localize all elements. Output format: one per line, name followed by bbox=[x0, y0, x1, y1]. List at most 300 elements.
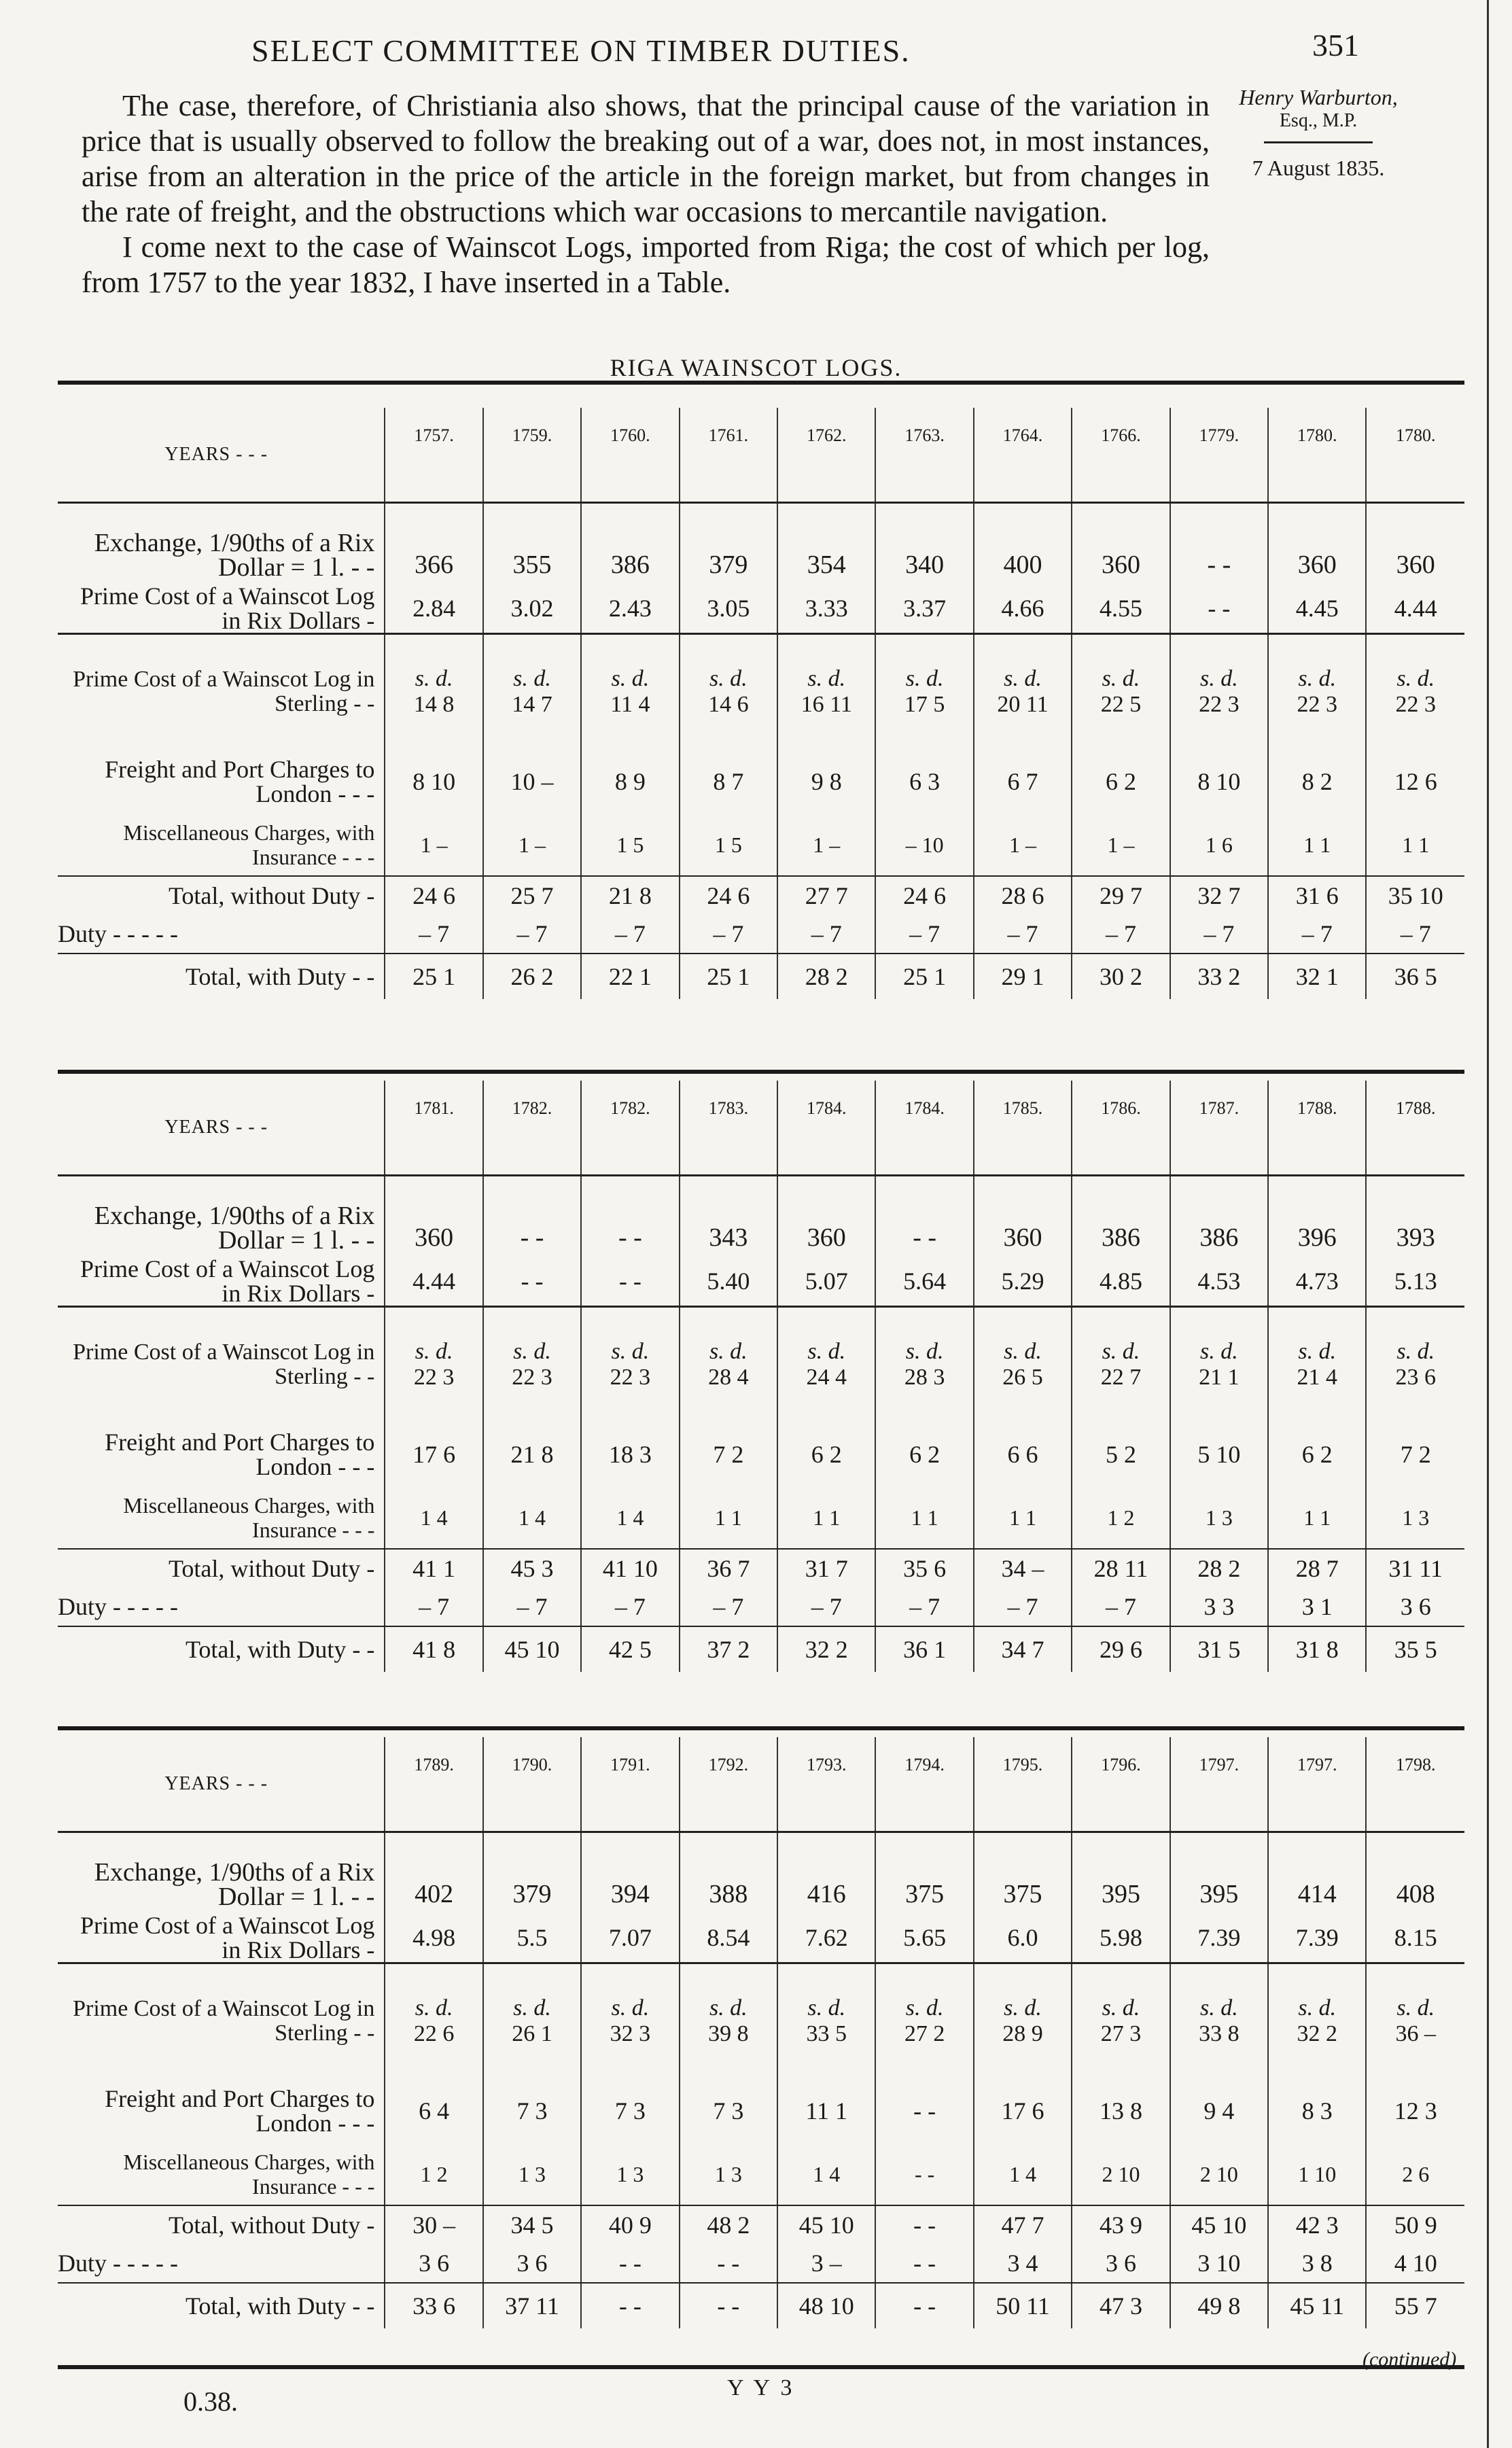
table-cell: 1 1 bbox=[1366, 814, 1464, 876]
row-label-prime-rix: Prime Cost of a Wainscot Log in Rix Dollars - bbox=[58, 1913, 385, 1963]
table-cell: 31 8 bbox=[1268, 1626, 1366, 1672]
table-cell: 37 2 bbox=[680, 1626, 777, 1672]
table-row-duty bbox=[58, 2244, 1464, 2283]
table-cell bbox=[385, 634, 482, 750]
table-cell: 1 2 bbox=[385, 2144, 482, 2205]
cell-value: 22 3 bbox=[1395, 692, 1436, 717]
row-label-misc: Miscellaneous Charges, with Insurance - - - bbox=[58, 814, 385, 876]
table-cell: 7 3 bbox=[483, 2078, 581, 2144]
table-cell: 45 3 bbox=[483, 1549, 581, 1588]
shillings-pence-header: s. d. bbox=[415, 1995, 453, 2021]
body-paragraph-2: I come next to the case of Wainscot Logs, imported from Riga; the cost of which per log, from 1757 to the year 1832, I have inserted in a Table. bbox=[82, 230, 1210, 299]
year-header-cell: 1792. bbox=[680, 1737, 777, 1832]
table-cell: 8.15 bbox=[1366, 1913, 1464, 1963]
cell-value: 39 8 bbox=[708, 2021, 749, 2046]
table-cell: 45 10 bbox=[1170, 2205, 1268, 2244]
table-cell: 4.66 bbox=[974, 584, 1072, 634]
row-label-freight: Freight and Port Charges to London - - - bbox=[105, 2085, 375, 2137]
wainscot-table-section-2 bbox=[58, 1081, 1464, 1672]
table-cell: 4.55 bbox=[1072, 584, 1170, 634]
side-note-esq: Esq., M.P. bbox=[1279, 110, 1358, 131]
table-cell: 29 1 bbox=[974, 954, 1072, 999]
table-cell: 17 6 bbox=[385, 1422, 482, 1487]
table-cell bbox=[581, 1963, 679, 2079]
cell-value: 33 5 bbox=[806, 2021, 847, 2046]
table-cell: 7.07 bbox=[581, 1913, 679, 1963]
table-cell: – 7 bbox=[875, 915, 973, 954]
table-cell bbox=[974, 1963, 1072, 2079]
table-cell bbox=[1268, 1307, 1366, 1422]
table-bottom-rule bbox=[58, 2365, 1464, 2369]
row-label-total-without: Total, without Duty - bbox=[168, 882, 375, 909]
table-cell: 33 2 bbox=[1170, 954, 1268, 999]
table-cell: 379 bbox=[680, 503, 777, 584]
table-cell: 48 10 bbox=[777, 2283, 875, 2328]
table-row-prime-rix bbox=[58, 1913, 1464, 1963]
table-cell: 7 3 bbox=[581, 2078, 679, 2144]
table-cell: 6 2 bbox=[1072, 749, 1170, 814]
cell-value: 22 3 bbox=[1199, 692, 1240, 717]
footer-left: 0.38. bbox=[183, 2386, 238, 2417]
table-cell: 25 1 bbox=[385, 954, 482, 999]
table-cell: 7 2 bbox=[1366, 1422, 1464, 1487]
row-label-prime-sterling: Prime Cost of a Wainscot Log in Sterling - - bbox=[73, 667, 375, 716]
table-cell bbox=[875, 1963, 973, 2079]
year-header-cell: 1794. bbox=[875, 1737, 973, 1832]
year-header-cell: 1784. bbox=[777, 1081, 875, 1176]
cell-value: 32 2 bbox=[1297, 2021, 1337, 2046]
table-cell: 4.44 bbox=[1366, 584, 1464, 634]
table-cell: 12 3 bbox=[1366, 2078, 1464, 2144]
year-header-cell: 1788. bbox=[1366, 1081, 1464, 1176]
table-cell: 18 3 bbox=[581, 1422, 679, 1487]
table-cell: – 7 bbox=[1170, 915, 1268, 954]
row-label-total-without: Total, without Duty - bbox=[168, 2211, 375, 2239]
table-cell: 8 7 bbox=[680, 749, 777, 814]
table-cell: 32 1 bbox=[1268, 954, 1366, 999]
footer-continued: (continued) bbox=[1362, 2348, 1457, 2371]
table-cell: 42 5 bbox=[581, 1626, 679, 1672]
table-cell bbox=[581, 1307, 679, 1422]
body-paragraph-1: The case, therefore, of Christiania also shows, that the principal cause of the variation in price that is usually observed to follow the breaking out of a war, does not, in most instances, arise from an alteration in the price of the article in the foreign market, but from changes in the rate of freight, and the obstructions which war occasions to mercantile navigation. bbox=[82, 89, 1210, 228]
table-cell: 414 bbox=[1268, 1832, 1366, 1914]
table-cell: - - bbox=[581, 2283, 679, 2328]
shillings-pence-header: s. d. bbox=[415, 1339, 453, 1364]
table-cell bbox=[1268, 634, 1366, 750]
table-cell bbox=[680, 1963, 777, 2079]
table-cell: 21 8 bbox=[581, 876, 679, 915]
table-cell bbox=[680, 1307, 777, 1422]
table-row-freight bbox=[58, 2078, 1464, 2144]
table-cell: 1 4 bbox=[385, 1487, 482, 1549]
table-cell bbox=[974, 634, 1072, 750]
table-cell: 394 bbox=[581, 1832, 679, 1914]
table-cell: 35 6 bbox=[875, 1549, 973, 1588]
wainscot-table-section-1 bbox=[58, 408, 1464, 999]
table-cell bbox=[483, 634, 581, 750]
table-cell: 6 3 bbox=[875, 749, 973, 814]
year-header-cell: 1782. bbox=[483, 1081, 581, 1176]
table-cell: 1 – bbox=[777, 814, 875, 876]
table-cell: - - bbox=[581, 1257, 679, 1307]
shillings-pence-header: s. d. bbox=[611, 1339, 650, 1364]
table-cell: 360 bbox=[1072, 503, 1170, 584]
table-cell: 7.39 bbox=[1170, 1913, 1268, 1963]
table-cell: 35 10 bbox=[1366, 876, 1464, 915]
page-number: 351 bbox=[1312, 28, 1359, 63]
table-cell: 393 bbox=[1366, 1176, 1464, 1257]
row-label-total-without: Total, without Duty - bbox=[168, 1555, 375, 1582]
table-cell: 34 7 bbox=[974, 1626, 1072, 1672]
cell-value: 14 8 bbox=[413, 692, 455, 717]
year-header-cell: 1759. bbox=[483, 408, 581, 503]
cell-value: 33 8 bbox=[1199, 2021, 1240, 2046]
cell-value: 22 7 bbox=[1100, 1365, 1142, 1390]
year-header-cell: 1762. bbox=[777, 408, 875, 503]
table-cell: 379 bbox=[483, 1832, 581, 1914]
table-cell: – 10 bbox=[875, 814, 973, 876]
table-cell: 360 bbox=[1268, 503, 1366, 584]
cell-value: 28 4 bbox=[708, 1365, 749, 1390]
table-cell: 395 bbox=[1072, 1832, 1170, 1914]
row-label-freight: Freight and Port Charges to London - - - bbox=[105, 1429, 375, 1480]
table-cell: 29 7 bbox=[1072, 876, 1170, 915]
wainscot-table-section-3 bbox=[58, 1737, 1464, 2328]
table-cell: 3.02 bbox=[483, 584, 581, 634]
table-cell: 4.44 bbox=[385, 1257, 482, 1307]
table-cell: 2 10 bbox=[1072, 2144, 1170, 2205]
table-cell: 4.85 bbox=[1072, 1257, 1170, 1307]
table-cell bbox=[875, 1307, 973, 1422]
table-cell bbox=[1072, 1963, 1170, 2079]
table-cell: 9 8 bbox=[777, 749, 875, 814]
table-cell bbox=[1366, 1963, 1464, 2079]
table-cell: 30 2 bbox=[1072, 954, 1170, 999]
table-cell: 5.07 bbox=[777, 1257, 875, 1307]
shillings-pence-header: s. d. bbox=[1396, 1995, 1435, 2021]
table-cell: 10 – bbox=[483, 749, 581, 814]
table-cell: 360 bbox=[385, 1176, 482, 1257]
table-cell: 1 1 bbox=[680, 1487, 777, 1549]
year-header-cell: 1780. bbox=[1366, 408, 1464, 503]
table-cell bbox=[483, 1963, 581, 2079]
year-header-cell: 1783. bbox=[680, 1081, 777, 1176]
table-cell: 24 6 bbox=[875, 876, 973, 915]
table-cell: 1 6 bbox=[1170, 814, 1268, 876]
table-cell: 366 bbox=[385, 503, 482, 584]
shillings-pence-header: s. d. bbox=[1298, 1995, 1337, 2021]
shillings-pence-header: s. d. bbox=[1396, 666, 1435, 691]
table-cell: 1 1 bbox=[1268, 1487, 1366, 1549]
table-cell: 6.0 bbox=[974, 1913, 1072, 1963]
cell-value: 16 11 bbox=[801, 692, 852, 717]
table-cell: – 7 bbox=[680, 915, 777, 954]
year-header-cell: 1786. bbox=[1072, 1081, 1170, 1176]
table-cell: 47 7 bbox=[974, 2205, 1072, 2244]
table-cell: 402 bbox=[385, 1832, 482, 1914]
shillings-pence-header: s. d. bbox=[513, 666, 551, 691]
table-cell: 43 9 bbox=[1072, 2205, 1170, 2244]
cell-value: 36 – bbox=[1395, 2021, 1436, 2046]
table-cell: 1 3 bbox=[680, 2144, 777, 2205]
cell-value: 27 2 bbox=[904, 2021, 945, 2046]
table-cell: 37 11 bbox=[483, 2283, 581, 2328]
year-header-cell: 1781. bbox=[385, 1081, 482, 1176]
table-cell: 5 2 bbox=[1072, 1422, 1170, 1487]
table-cell: 5 10 bbox=[1170, 1422, 1268, 1487]
row-label-exchange: Exchange, 1/90ths of a Rix Dollar = 1 l. - - bbox=[94, 529, 375, 582]
row-label-prime-rix: Prime Cost of a Wainscot Log in Rix Dollars - bbox=[58, 584, 385, 634]
row-label-exchange: Exchange, 1/90ths of a Rix Dollar = 1 l. - - bbox=[94, 1858, 375, 1911]
table-cell: - - bbox=[680, 2283, 777, 2328]
year-header-cell: 1779. bbox=[1170, 408, 1268, 503]
table-cell: 7.62 bbox=[777, 1913, 875, 1963]
table-cell: – 7 bbox=[777, 1588, 875, 1626]
table-cell bbox=[875, 634, 973, 750]
table-cell: - - bbox=[483, 1176, 581, 1257]
shillings-pence-header: s. d. bbox=[1004, 1339, 1042, 1364]
table-cell: 396 bbox=[1268, 1176, 1366, 1257]
table-cell: 13 8 bbox=[1072, 2078, 1170, 2144]
table-cell: 1 10 bbox=[1268, 2144, 1366, 2205]
cell-value: 27 3 bbox=[1100, 2021, 1142, 2046]
table-cell: 3 – bbox=[777, 2244, 875, 2283]
cell-value: 21 4 bbox=[1297, 1365, 1337, 1390]
table-cell: 1 – bbox=[1072, 814, 1170, 876]
shillings-pence-header: s. d. bbox=[1199, 1995, 1238, 2021]
section-rule-2 bbox=[58, 1070, 1464, 1074]
cell-value: 22 3 bbox=[413, 1365, 455, 1390]
table-cell: 5.29 bbox=[974, 1257, 1072, 1307]
shillings-pence-header: s. d. bbox=[1102, 1339, 1140, 1364]
table-cell: – 7 bbox=[777, 915, 875, 954]
year-header-cell: 1787. bbox=[1170, 1081, 1268, 1176]
table-row-duty bbox=[58, 1588, 1464, 1626]
table-cell: 395 bbox=[1170, 1832, 1268, 1914]
table-cell: 30 – bbox=[385, 2205, 482, 2244]
table-cell: 4.73 bbox=[1268, 1257, 1366, 1307]
table-cell: 3.33 bbox=[777, 584, 875, 634]
table-cell: 1 5 bbox=[581, 814, 679, 876]
table-cell: 1 4 bbox=[483, 1487, 581, 1549]
table-cell: - - bbox=[1170, 503, 1268, 584]
table-row-years bbox=[58, 1737, 1464, 1832]
cell-value: 17 5 bbox=[904, 692, 945, 717]
row-label-years: YEARS - - - bbox=[58, 1737, 385, 1832]
table-cell: 386 bbox=[581, 503, 679, 584]
year-header-cell: 1788. bbox=[1268, 1081, 1366, 1176]
shillings-pence-header: s. d. bbox=[513, 1339, 551, 1364]
cell-value: 22 3 bbox=[1297, 692, 1337, 717]
table-top-rule bbox=[58, 381, 1464, 385]
table-cell: 28 7 bbox=[1268, 1549, 1366, 1588]
table-cell: – 7 bbox=[385, 915, 482, 954]
shillings-pence-header: s. d. bbox=[807, 1995, 846, 2021]
table-cell: 1 – bbox=[974, 814, 1072, 876]
cell-value: 32 3 bbox=[610, 2021, 651, 2046]
cell-value: 28 3 bbox=[904, 1365, 945, 1390]
table-cell: 48 2 bbox=[680, 2205, 777, 2244]
table-cell: – 7 bbox=[1268, 915, 1366, 954]
table-cell: 1 4 bbox=[974, 2144, 1072, 2205]
shillings-pence-header: s. d. bbox=[1396, 1339, 1435, 1364]
table-cell: 22 1 bbox=[581, 954, 679, 999]
table-cell: – 7 bbox=[680, 1588, 777, 1626]
shillings-pence-header: s. d. bbox=[1004, 1995, 1042, 2021]
table-cell: 50 9 bbox=[1366, 2205, 1464, 2244]
table-cell: 3 10 bbox=[1170, 2244, 1268, 2283]
table-cell: 360 bbox=[1366, 503, 1464, 584]
table-cell: 41 1 bbox=[385, 1549, 482, 1588]
table-title: RIGA WAINSCOT LOGS. bbox=[610, 354, 902, 381]
shillings-pence-header: s. d. bbox=[905, 666, 944, 691]
table-cell: 45 10 bbox=[777, 2205, 875, 2244]
table-row-exchange bbox=[58, 503, 1464, 584]
table-cell bbox=[777, 1963, 875, 2079]
table-cell: 36 1 bbox=[875, 1626, 973, 1672]
table-cell: - - bbox=[875, 2144, 973, 2205]
year-header-cell: 1797. bbox=[1268, 1737, 1366, 1832]
row-label-total-with: Total, with Duty - - bbox=[185, 2292, 375, 2320]
table-cell: 3 1 bbox=[1268, 1588, 1366, 1626]
table-cell: 7 3 bbox=[680, 2078, 777, 2144]
table-cell: 1 3 bbox=[483, 2144, 581, 2205]
table-cell: 1 1 bbox=[1268, 814, 1366, 876]
table-row-total-with bbox=[58, 954, 1464, 999]
table-cell bbox=[777, 1307, 875, 1422]
shillings-pence-header: s. d. bbox=[709, 1339, 748, 1364]
table-cell: 8 2 bbox=[1268, 749, 1366, 814]
table-row-years bbox=[58, 1081, 1464, 1176]
year-header-cell: 1760. bbox=[581, 408, 679, 503]
table-cell: 400 bbox=[974, 503, 1072, 584]
row-label-exchange: Exchange, 1/90ths of a Rix Dollar = 1 l. - - bbox=[94, 1202, 375, 1255]
table-cell bbox=[974, 1307, 1072, 1422]
table-cell: 36 7 bbox=[680, 1549, 777, 1588]
cell-value: 14 7 bbox=[512, 692, 552, 717]
table-cell: 1 – bbox=[483, 814, 581, 876]
table-row-total-with bbox=[58, 2283, 1464, 2328]
table-cell: – 7 bbox=[1072, 1588, 1170, 1626]
cell-value: 26 5 bbox=[1002, 1365, 1043, 1390]
table-cell: 1 1 bbox=[974, 1487, 1072, 1549]
table-cell bbox=[1072, 1307, 1170, 1422]
row-label-total-with: Total, with Duty - - bbox=[185, 1636, 375, 1663]
cell-value: 23 6 bbox=[1395, 1365, 1436, 1390]
table-cell: 343 bbox=[680, 1176, 777, 1257]
shillings-pence-header: s. d. bbox=[709, 666, 748, 691]
table-cell: 41 8 bbox=[385, 1626, 482, 1672]
table-cell: – 7 bbox=[1072, 915, 1170, 954]
table-row-misc bbox=[58, 2144, 1464, 2205]
table-cell: 49 8 bbox=[1170, 2283, 1268, 2328]
table-cell bbox=[1170, 634, 1268, 750]
table-cell: 45 11 bbox=[1268, 2283, 1366, 2328]
shillings-pence-header: s. d. bbox=[415, 666, 453, 691]
row-label-prime-sterling: Prime Cost of a Wainscot Log in Sterling - - bbox=[73, 1340, 375, 1389]
table-cell: 416 bbox=[777, 1832, 875, 1914]
row-label-total-with: Total, with Duty - - bbox=[185, 963, 375, 990]
table-row-freight bbox=[58, 749, 1464, 814]
shillings-pence-header: s. d. bbox=[1298, 1339, 1337, 1364]
table-cell: - - bbox=[1170, 584, 1268, 634]
table-cell: 8 10 bbox=[385, 749, 482, 814]
table-cell: – 7 bbox=[483, 1588, 581, 1626]
table-cell: 354 bbox=[777, 503, 875, 584]
table-cell: 5.13 bbox=[1366, 1257, 1464, 1307]
year-header-cell: 1782. bbox=[581, 1081, 679, 1176]
table-cell: 1 2 bbox=[1072, 1487, 1170, 1549]
page-edge-rule bbox=[1487, 0, 1489, 2448]
row-label-duty: Duty - - - - - bbox=[58, 915, 385, 954]
table-cell: - - bbox=[875, 2283, 973, 2328]
table-cell bbox=[483, 1307, 581, 1422]
table-cell bbox=[1366, 1307, 1464, 1422]
table-row-total-with bbox=[58, 1626, 1464, 1672]
table-row-prime-sterling bbox=[58, 1963, 1464, 2079]
year-header-cell: 1764. bbox=[974, 408, 1072, 503]
table-cell: 24 6 bbox=[680, 876, 777, 915]
table-cell: 29 6 bbox=[1072, 1626, 1170, 1672]
table-row-misc bbox=[58, 814, 1464, 876]
table-cell: – 7 bbox=[483, 915, 581, 954]
table-cell bbox=[1366, 634, 1464, 750]
shillings-pence-header: s. d. bbox=[1102, 666, 1140, 691]
shillings-pence-header: s. d. bbox=[1199, 1339, 1238, 1364]
row-label-years: YEARS - - - bbox=[58, 408, 385, 503]
row-label-prime-sterling: Prime Cost of a Wainscot Log in Sterling - - bbox=[73, 1996, 375, 2046]
table-cell: – 7 bbox=[974, 1588, 1072, 1626]
shillings-pence-header: s. d. bbox=[807, 666, 846, 691]
table-cell: 5.98 bbox=[1072, 1913, 1170, 1963]
table-cell: 1 3 bbox=[1366, 1487, 1464, 1549]
table-cell: – 7 bbox=[974, 915, 1072, 954]
table-cell: 7.39 bbox=[1268, 1913, 1366, 1963]
table-cell: 6 2 bbox=[777, 1422, 875, 1487]
table-cell: - - bbox=[875, 2205, 973, 2244]
shillings-pence-header: s. d. bbox=[1199, 666, 1238, 691]
table-cell: 25 1 bbox=[680, 954, 777, 999]
table-cell: 2 6 bbox=[1366, 2144, 1464, 2205]
table-cell: 2 10 bbox=[1170, 2144, 1268, 2205]
year-header-cell: 1766. bbox=[1072, 408, 1170, 503]
table-cell: 1 4 bbox=[581, 1487, 679, 1549]
table-cell: 386 bbox=[1072, 1176, 1170, 1257]
table-cell: 3 6 bbox=[385, 2244, 482, 2283]
running-header bbox=[204, 27, 1359, 75]
table-cell: 6 4 bbox=[385, 2078, 482, 2144]
table-cell: 1 3 bbox=[1170, 1487, 1268, 1549]
cell-value: 24 4 bbox=[806, 1365, 847, 1390]
table-cell: 32 7 bbox=[1170, 876, 1268, 915]
side-note-rule bbox=[1264, 141, 1373, 143]
table-cell: 9 4 bbox=[1170, 2078, 1268, 2144]
row-label-years: YEARS - - - bbox=[58, 1081, 385, 1176]
table-cell: 5.40 bbox=[680, 1257, 777, 1307]
side-note-date: 7 August 1835. bbox=[1252, 156, 1385, 180]
row-label-misc: Miscellaneous Charges, with Insurance - - - bbox=[58, 2144, 385, 2205]
table-row-prime-rix bbox=[58, 1257, 1464, 1307]
footer-signature: Y Y 3 bbox=[727, 2375, 795, 2400]
table-cell: 31 6 bbox=[1268, 876, 1366, 915]
table-cell: 36 5 bbox=[1366, 954, 1464, 999]
table-cell: 1 – bbox=[385, 814, 482, 876]
table-row-prime-sterling bbox=[58, 634, 1464, 750]
table-cell: - - bbox=[875, 2244, 973, 2283]
table-cell: 8.54 bbox=[680, 1913, 777, 1963]
table-cell: 27 7 bbox=[777, 876, 875, 915]
shillings-pence-header: s. d. bbox=[513, 1995, 551, 2021]
